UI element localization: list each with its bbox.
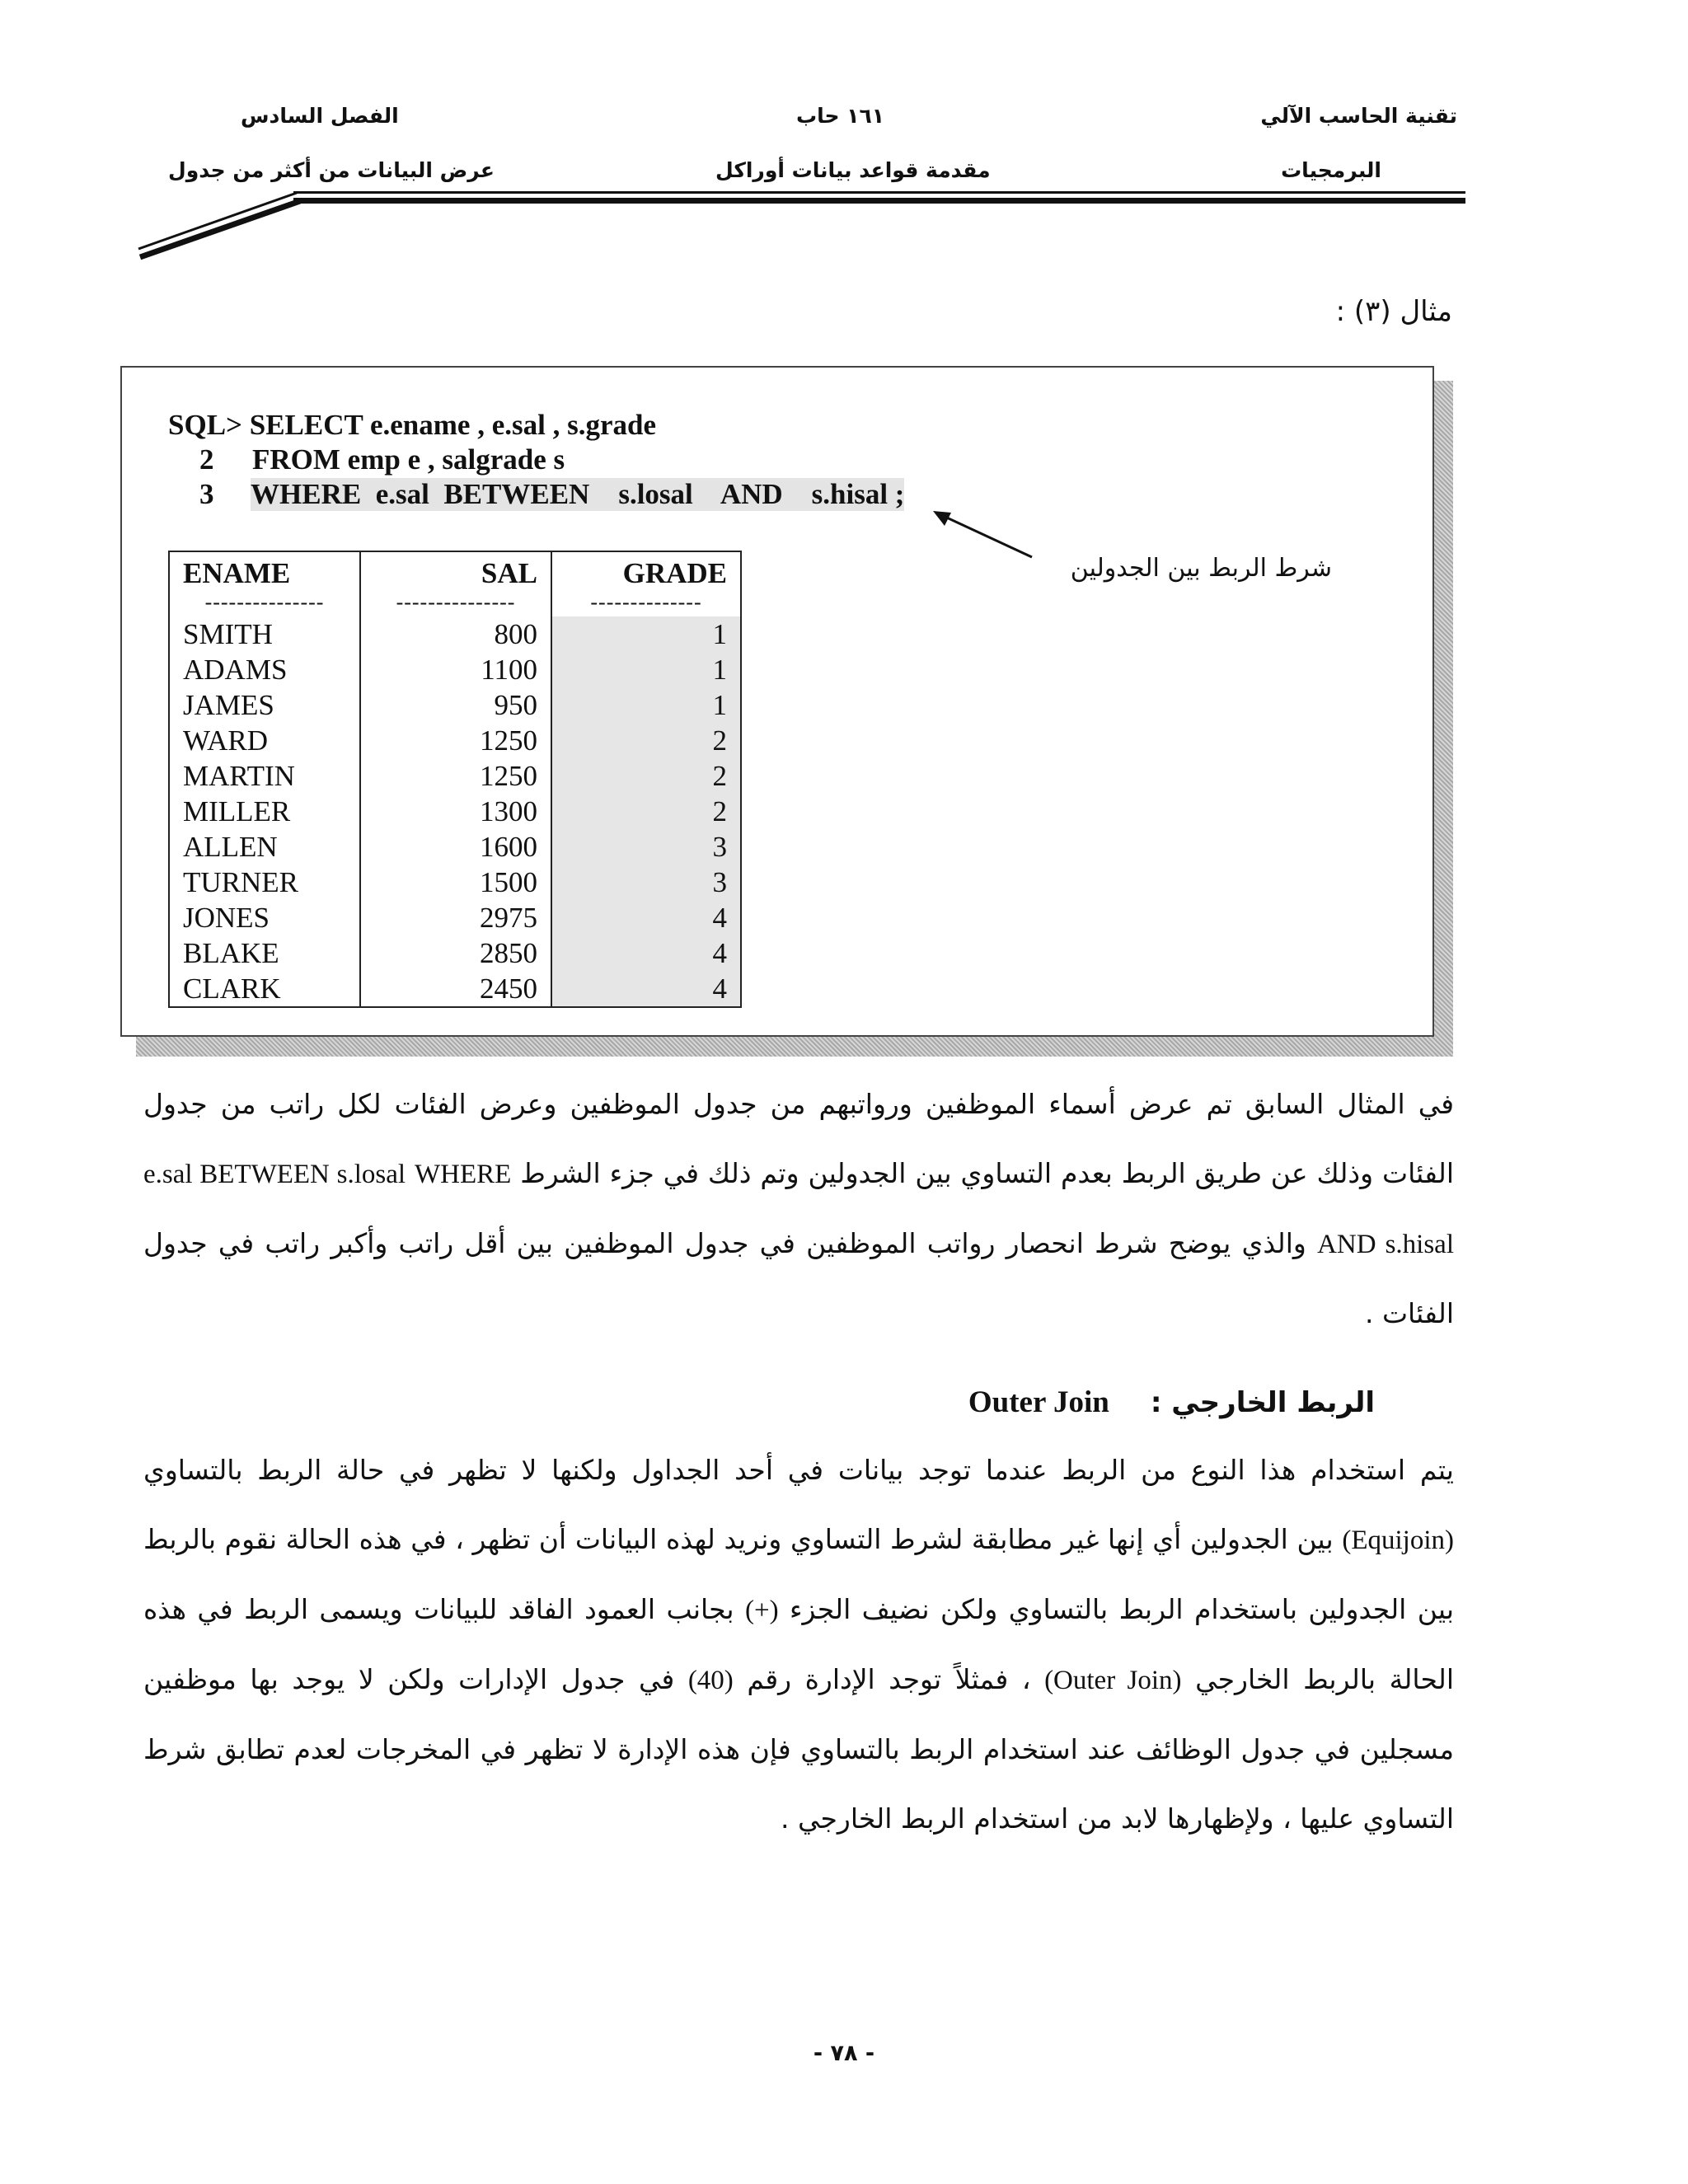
cell-sal: 950 [360, 687, 551, 723]
outer-join-text-a: يتم استخدام هذا النوع من الربط عندما توجد بيانات في أحد الجداول ولكنها لا تظهر في حالة الربط بالتساوي [143, 1454, 1454, 1486]
cell-grade: 2 [551, 723, 741, 758]
cell-ename: MILLER [169, 794, 360, 829]
cell-ename: SMITH [169, 616, 360, 652]
table-row [169, 616, 741, 652]
sql-line-2-number: 2 [199, 443, 214, 476]
callout-arrow [930, 504, 1037, 562]
paragraph-explanation-text-a: في المثال السابق تم عرض أسماء الموظفين ورواتبهم من جدول الموظفين وعرض الفئات لكل راتب من جدول الفئات وذلك عن طريق الربط بعدم التساوي بين الجدولين وتم ذلك في جزء الشرط [143, 1088, 1455, 1189]
header-rule-thick [293, 198, 1465, 204]
section-title [968, 1385, 1375, 1420]
page-number: - ٧٨ - [813, 2041, 875, 2066]
table-dash-row [169, 595, 741, 616]
cell-sal: 1300 [360, 794, 551, 829]
cell-ename: JONES [169, 900, 360, 935]
table-row [169, 687, 741, 723]
cell-sal: 1600 [360, 829, 551, 865]
table-header-row [169, 551, 741, 595]
sql-line-3-number: 3 [199, 478, 214, 510]
header-code: ١٦١ حاب [796, 104, 885, 128]
table-row [169, 758, 741, 794]
keyword-where: WHERE [415, 1160, 512, 1189]
outer-join-text-b: بين الجدولين أي إنها غير مطابقة لشرط التساوي ونريد لهذه البيانات أن تظهر ، في هذه الحالة نقوم بالربط بين الجدولين باستخدام الربط بالتساوي ولكن نضيف الجزء [143, 1523, 1454, 1625]
outer-join-text-e: في جدول الإدارات ولكن لا يوجد بها موظفين مسجلين في جدول الوظائف عند استخدام الربط بالتساوي فإن هذه الإدارة لا تظهر في المخرجات لعدم تطابق شرط التساوي عليها ، ولإظهارها لابد من استخدام الربط الخارجي . [143, 1663, 1454, 1835]
header-course: تقنية الحاسب الآلي [1260, 104, 1457, 128]
sql-line-3: WHERE e.sal BETWEEN s.losal AND s.hisal ; [251, 478, 905, 510]
cell-grade: 1 [551, 616, 741, 652]
table-row [169, 794, 741, 829]
term-plus: (+) [745, 1596, 779, 1625]
term-equijoin: (Equijoin) [1342, 1526, 1454, 1555]
header-major: البرمجيات [1281, 158, 1381, 182]
cell-ename: CLARK [169, 971, 360, 1007]
cell-sal: 1500 [360, 865, 551, 900]
table-row [169, 652, 741, 687]
paragraph-outer-join [143, 1436, 1454, 1854]
paragraph-explanation-text-b: والذي يوضح شرط انحصار رواتب الموظفين في جدول الموظفين بين أقل راتب وأكبر راتب في جدول الفئات . [143, 1227, 1454, 1329]
cell-grade: 2 [551, 794, 741, 829]
column-ename: ENAME [169, 551, 360, 595]
table-row [169, 935, 741, 971]
callout-join-condition: شرط الربط بين الجدولين [1070, 554, 1332, 583]
paragraph-explanation [143, 1070, 1454, 1348]
cell-grade: 3 [551, 865, 741, 900]
dash-sal: --------------- [360, 595, 551, 616]
outer-join-text-d: ، فمثلاً توجد الإدارة رقم [733, 1663, 1045, 1695]
column-grade: GRADE [551, 551, 741, 595]
cell-ename: ADAMS [169, 652, 360, 687]
table-row [169, 971, 741, 1007]
header-subject: مقدمة قواعد بيانات أوراكل [715, 158, 991, 182]
cell-ename: ALLEN [169, 829, 360, 865]
header-chapter-title: عرض البيانات من أكثر من جدول [168, 158, 495, 182]
sql-line-1: SQL> SELECT e.ename , e.sal , s.grade [168, 409, 656, 441]
cell-ename: BLAKE [169, 935, 360, 971]
cell-ename: TURNER [169, 865, 360, 900]
cell-sal: 2975 [360, 900, 551, 935]
section-title-english: Outer Join [968, 1385, 1109, 1419]
example-title: مثال (٣) : [1335, 295, 1452, 328]
cell-ename: JAMES [169, 687, 360, 723]
header-rule-slant [132, 188, 305, 262]
cell-sal: 1100 [360, 652, 551, 687]
table-row [169, 829, 741, 865]
cell-grade: 3 [551, 829, 741, 865]
column-sal: SAL [360, 551, 551, 595]
cell-grade: 4 [551, 971, 741, 1007]
cell-sal: 800 [360, 616, 551, 652]
cell-grade: 2 [551, 758, 741, 794]
result-table [168, 551, 742, 1008]
term-forty: (40) [687, 1666, 734, 1695]
cell-grade: 4 [551, 935, 741, 971]
dash-grade: -------------- [551, 595, 741, 616]
between-condition: e.sal BETWEEN s.losal AND s.hisal [143, 1160, 1454, 1259]
section-title-arabic: الربط الخارجي : [1150, 1386, 1375, 1419]
table-row [169, 723, 741, 758]
table-row [169, 865, 741, 900]
cell-grade: 1 [551, 652, 741, 687]
cell-ename: MARTIN [169, 758, 360, 794]
cell-grade: 1 [551, 687, 741, 723]
sql-line-2: FROM emp e , salgrade s [252, 443, 565, 476]
cell-sal: 2850 [360, 935, 551, 971]
header-rule-thin [293, 191, 1465, 194]
table-row [169, 900, 741, 935]
header-chapter: الفصل السادس [241, 104, 399, 128]
cell-sal: 1250 [360, 758, 551, 794]
outer-join-text-c: بجانب العمود الفاقد للبيانات ويسمى الربط في هذه الحالة بالربط الخارجي [143, 1593, 1454, 1695]
cell-grade: 4 [551, 900, 741, 935]
cell-ename: WARD [169, 723, 360, 758]
cell-sal: 2450 [360, 971, 551, 1007]
cell-sal: 1250 [360, 723, 551, 758]
dash-ename: --------------- [169, 595, 360, 616]
term-outer-join: (Outer Join) [1044, 1666, 1182, 1695]
